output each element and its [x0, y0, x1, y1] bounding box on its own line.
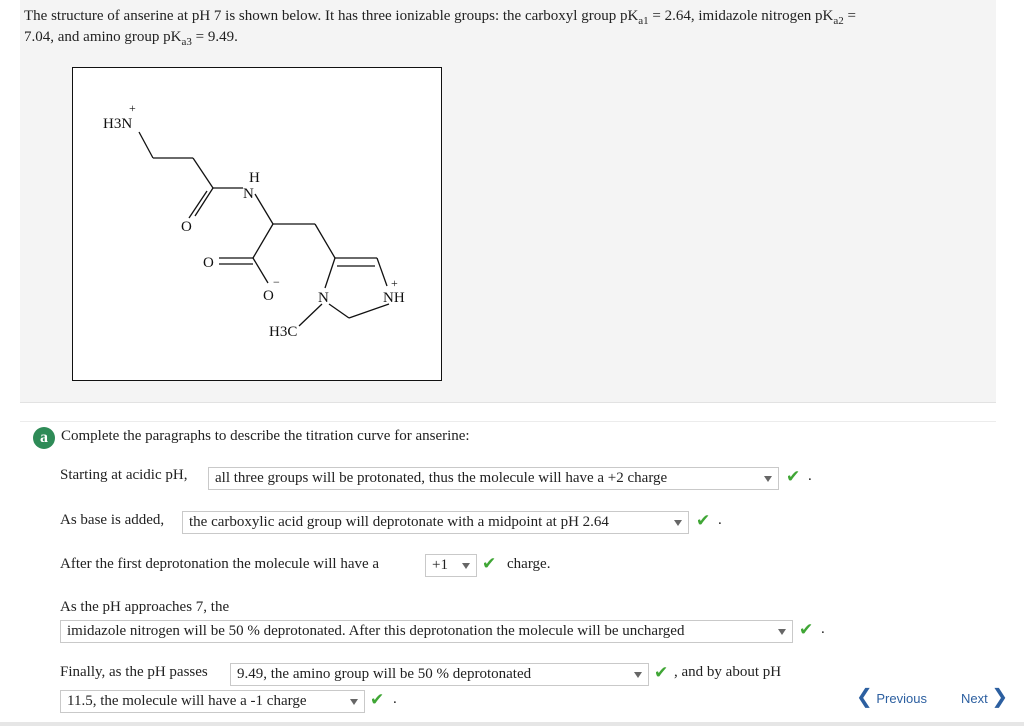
bottom-bar — [0, 722, 1024, 726]
part-a-title: Complete the paragraphs to describe the titration curve for anserine: — [61, 428, 470, 444]
p6-period: . — [393, 691, 397, 707]
p5-dropdown-value: 9.49, the amino group will be 50 % deprotonated — [237, 666, 532, 682]
chevron-down-icon — [764, 476, 772, 482]
carbonyl-oxygen-label: O — [203, 255, 214, 271]
pka1-subscript: a1 — [638, 15, 649, 27]
carboxylate-oxygen-label: O — [263, 288, 274, 304]
minus-charge-carboxylate: − — [273, 275, 280, 289]
chevron-down-icon — [634, 672, 642, 678]
p1-period: . — [808, 468, 812, 484]
check-icon: ✔ — [654, 663, 669, 683]
section-divider — [20, 421, 996, 422]
p4-period: . — [821, 621, 825, 637]
methyl-label: H3C — [269, 324, 298, 340]
ring-nitrogen-label: N — [318, 290, 329, 306]
chevron-down-icon — [674, 520, 682, 526]
pka2-subscript: a2 — [833, 15, 844, 27]
p6-dropdown[interactable] — [60, 690, 365, 713]
p3-dropdown-value: +1 — [432, 557, 448, 573]
amide-n-label: N — [243, 186, 254, 202]
plus-charge-ring: + — [391, 276, 398, 290]
next-label: Next — [961, 691, 988, 706]
p2-dropdown-value: the carboxylic acid group will deprotonate with a midpoint at pH 2.64 — [189, 514, 609, 530]
check-icon: ✔ — [696, 511, 711, 531]
chevron-down-icon — [462, 563, 470, 569]
p6-dropdown-value: 11.5, the molecule will have a -1 charge — [67, 693, 307, 709]
p4-dropdown[interactable] — [60, 620, 793, 643]
amide-h-label: H — [249, 170, 260, 186]
ring-nh-label: NH — [383, 290, 405, 306]
p3-dropdown[interactable] — [425, 554, 477, 577]
intro-text-4: 7.04, and amino group pK — [24, 29, 182, 45]
previous-label: Previous — [876, 691, 927, 706]
p5-suffix: , and by about pH — [674, 664, 782, 680]
chevron-down-icon — [350, 699, 358, 705]
anserine-structure-drawing — [73, 68, 441, 380]
next-button[interactable] — [961, 684, 1008, 708]
check-icon: ✔ — [786, 467, 801, 487]
question-text — [24, 6, 984, 48]
p3-prefix: After the first deprotonation the molecule will have a — [60, 556, 380, 572]
intro-text-1: The structure of anserine at pH 7 is shown below. It has three ionizable groups: the carboxyl group pK — [24, 8, 639, 24]
part-a-badge: a — [33, 427, 55, 449]
p4-dropdown-value: imidazole nitrogen will be 50 % deprotonated. After this deprotonation the molecule will be uncharged — [67, 623, 685, 639]
previous-button[interactable] — [856, 684, 927, 708]
anserine-structure — [72, 67, 442, 381]
intro-text-5: = 9.49. — [191, 29, 238, 45]
h3n-label: H3N — [103, 116, 133, 132]
intro-text-3: = — [843, 8, 856, 24]
p2-dropdown[interactable] — [182, 511, 689, 534]
chevron-left-icon: ❮ — [856, 684, 873, 708]
plus-charge-amine: + — [129, 101, 136, 115]
check-icon: ✔ — [482, 554, 497, 574]
p5-prefix: Finally, as the pH passes — [60, 664, 208, 680]
check-icon: ✔ — [370, 690, 385, 710]
p1-dropdown-value: all three groups will be protonated, thus the molecule will have a +2 charge — [215, 470, 668, 486]
p4-prefix: As the pH approaches 7, the — [60, 599, 230, 615]
p2-period: . — [718, 512, 722, 528]
amide-oxygen-label: O — [181, 219, 192, 235]
p5-dropdown[interactable] — [230, 663, 649, 686]
chevron-right-icon: ❯ — [991, 684, 1009, 708]
intro-text-2: = 2.64, imidazole nitrogen pK — [648, 8, 834, 24]
p3-suffix: charge. — [507, 556, 551, 572]
pka3-subscript: a3 — [181, 36, 192, 48]
p2-prefix: As base is added, — [60, 512, 165, 528]
p1-dropdown[interactable] — [208, 467, 779, 490]
p1-prefix: Starting at acidic pH, — [60, 467, 188, 483]
check-icon: ✔ — [799, 620, 814, 640]
chevron-down-icon — [778, 629, 786, 635]
